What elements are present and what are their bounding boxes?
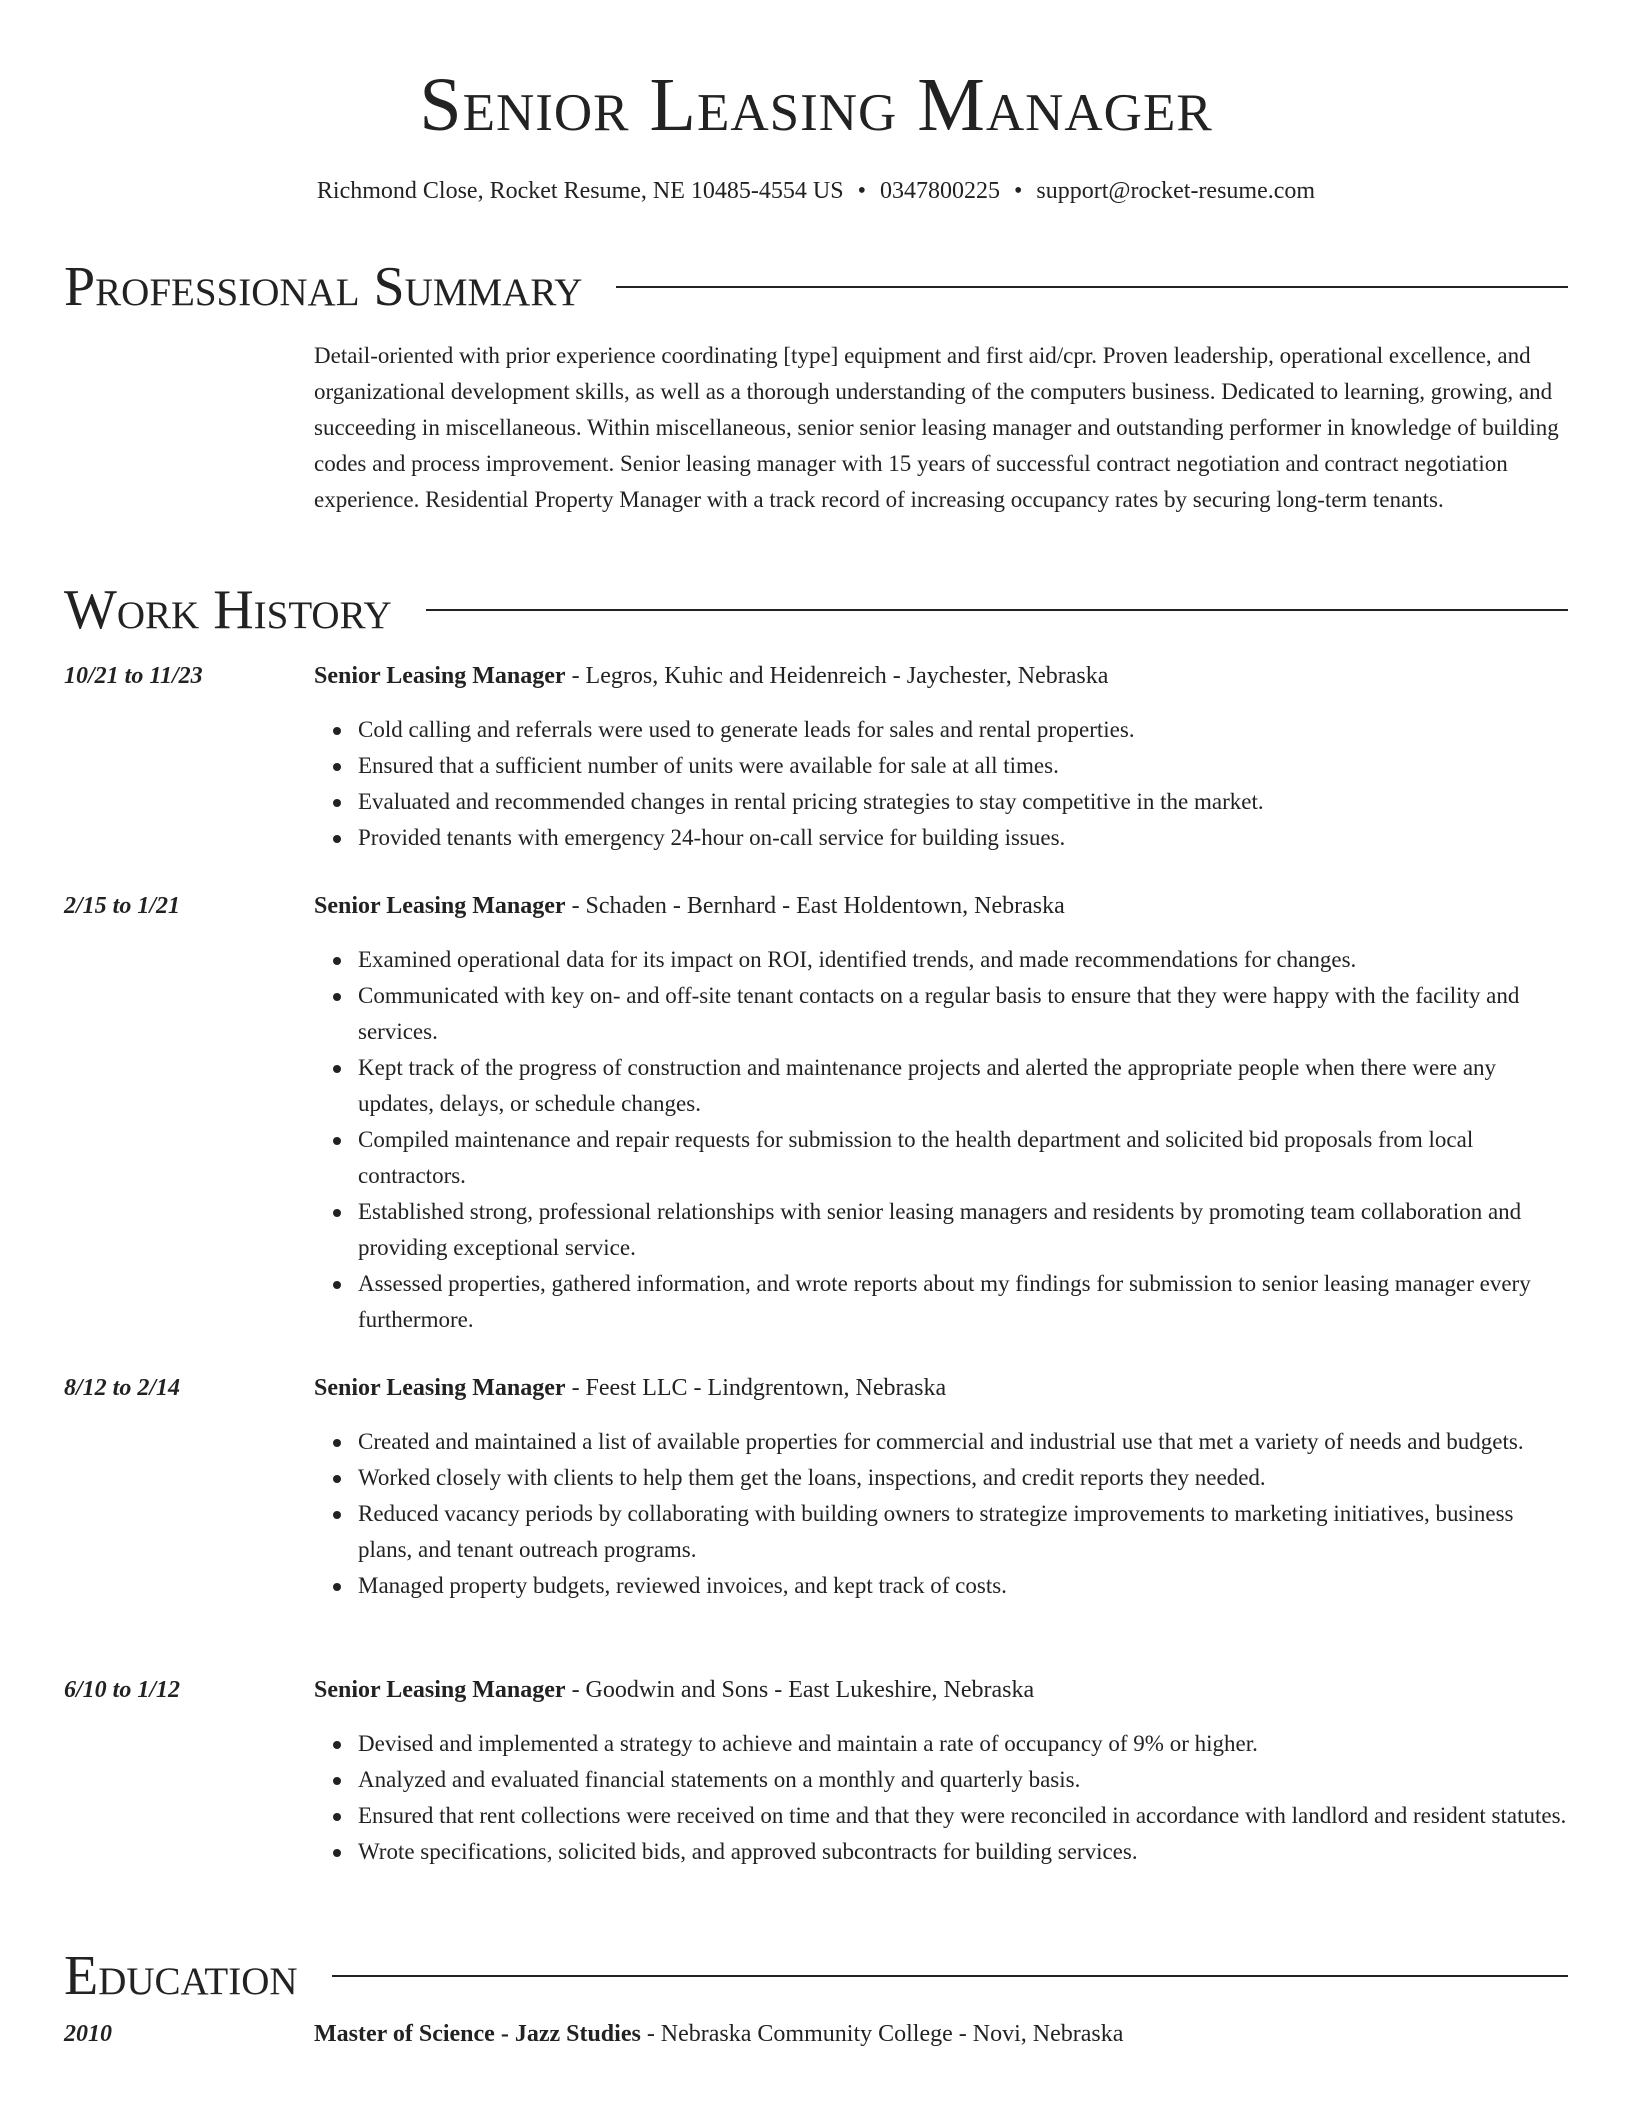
section-divider [616,286,1568,288]
summary-text: Detail-oriented with prior experience coordinating [type] equipment and first aid/cpr. Proven leadership, operational excellence, and organizational development skills, as well as a thorough understanding of the computers business. Dedicated to learning, growing, and succeeding in miscellaneous. Within miscellaneous, senior senior leasing manager and outstanding performer in knowledge of building codes and process improvement. Senior leasing manager with 15 years of successful contract negotiation and contract negotiation experience. Residential Property Manager with a track record of increasing occupancy rates by securing long-term tenants. [314,343,1559,512]
job-date: 6/10 to 1/12 [64,1677,181,1703]
education-degree: Master of Science - Jazz Studies [314,2021,641,2047]
bullet-item: Compiled maintenance and repair requests for submission to the health department and solicited bid proposals from local contractors. [358,1122,1568,1194]
bullet-item: Provided tenants with emergency 24-hour on-call service for building issues. [358,820,1568,856]
job-employer: - Legros, Kuhic and Heidenreich - Jaychester, Nebraska [565,663,1109,689]
job-role: Senior Leasing Manager [314,1375,566,1401]
section-heading-education [64,1943,1568,2009]
section-divider [426,609,1568,611]
job-bullets [64,942,1568,1338]
education-entry [64,2016,1568,2052]
job-entry [64,658,1568,856]
bullet-item: Worked closely with clients to help them get the loans, inspections, and credit reports they needed. [358,1460,1568,1496]
bullet-item: Managed property budgets, reviewed invoices, and kept track of costs. [358,1568,1568,1604]
job-employer: - Schaden - Bernhard - East Holdentown, Nebraska [565,893,1065,919]
resume-title: Senior Leasing Manager [419,63,1213,147]
job-entry [64,888,1568,1338]
education-date: 2010 [64,2021,112,2047]
job-bullets [64,1726,1568,1870]
bullet-item: Cold calling and referrals were used to generate leads for sales and rental properties. [358,712,1568,748]
bullet-item: Established strong, professional relationships with senior leasing managers and residents by promoting team collaboration and providing exceptional service. [358,1194,1568,1266]
job-heading [314,1672,1568,1708]
bullet-item: Examined operational data for its impact on ROI, identified trends, and made recommendations for changes. [358,942,1568,978]
job-employer: - Goodwin and Sons - East Lukeshire, Nebraska [565,1677,1035,1703]
bullet-item: Reduced vacancy periods by collaborating with building owners to strategize improvements to marketing initiatives, business plans, and tenant outreach programs. [358,1496,1568,1568]
job-date: 8/12 to 2/14 [64,1375,181,1401]
section-heading-work [64,577,1568,643]
contact-address: Richmond Close, Rocket Resume, NE 10485-4554 US [316,178,844,204]
bullet-item: Assessed properties, gathered information, and wrote reports about my findings for submission to senior leasing manager every furthermore. [358,1266,1568,1338]
contact-phone: 0347800225 [879,178,1000,204]
contact-line [0,174,1632,208]
education-heading [314,2016,1568,2052]
section-title-education: Education [64,1945,298,2007]
bullet-item: Devised and implemented a strategy to achieve and maintain a rate of occupancy of 9% or higher. [358,1726,1568,1762]
bullet-item: Wrote specifications, solicited bids, and approved subcontracts for building services. [358,1834,1568,1870]
bullet-item: Ensured that a sufficient number of units were available for sale at all times. [358,748,1568,784]
education-school: - Nebraska Community College - Novi, Nebraska [640,2021,1124,2047]
bullet-item: Analyzed and evaluated financial statements on a monthly and quarterly basis. [358,1762,1568,1798]
section-divider [332,1975,1568,1977]
job-role: Senior Leasing Manager [314,663,566,689]
section-heading-summary [64,254,1568,320]
contact-separator: • [857,178,866,204]
bullet-item: Created and maintained a list of available properties for commercial and industrial use that met a variety of needs and budgets. [358,1424,1568,1460]
job-employer: - Feest LLC - Lindgrentown, Nebraska [565,1375,947,1401]
job-bullets [64,712,1568,856]
job-date: 2/15 to 1/21 [64,893,181,919]
bullet-item: Evaluated and recommended changes in rental pricing strategies to stay competitive in the market. [358,784,1568,820]
section-title-summary: Professional Summary [64,256,583,318]
job-role: Senior Leasing Manager [314,893,566,919]
contact-email: support@rocket-resume.com [1036,178,1316,204]
job-heading [314,1370,1568,1406]
job-heading [314,888,1568,924]
section-title-work: Work History [64,579,392,641]
job-heading [314,658,1568,694]
job-bullets [64,1424,1568,1604]
job-entry [64,1672,1568,1870]
bullet-item: Communicated with key on- and off-site tenant contacts on a regular basis to ensure that they were happy with the facility and services. [358,978,1568,1050]
contact-separator: • [1013,178,1023,204]
job-role: Senior Leasing Manager [314,1677,566,1703]
bullet-item: Ensured that rent collections were received on time and that they were reconciled in accordance with landlord and resident statutes. [358,1798,1568,1834]
job-entry [64,1370,1568,1604]
bullet-item: Kept track of the progress of construction and maintenance projects and alerted the appropriate people when there were any updates, delays, or schedule changes. [358,1050,1568,1122]
job-date: 10/21 to 11/23 [64,663,203,689]
